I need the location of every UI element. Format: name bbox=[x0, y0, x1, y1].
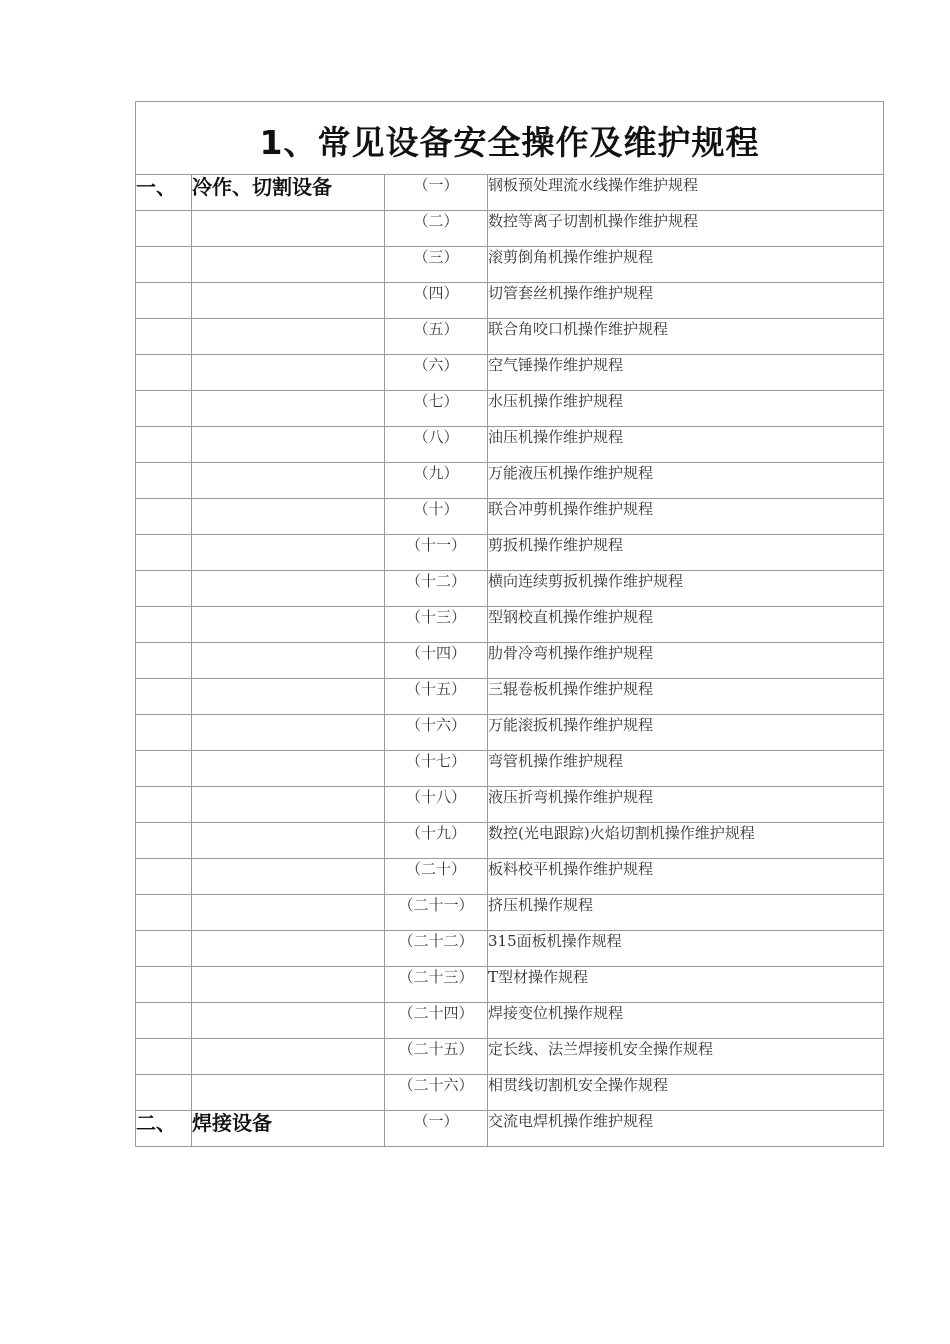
item-title: 空气锤操作维护规程 bbox=[488, 355, 884, 391]
title-row bbox=[136, 102, 884, 175]
item-title: 油压机操作维护规程 bbox=[488, 427, 884, 463]
empty-cell bbox=[192, 283, 385, 319]
table-row bbox=[136, 175, 884, 211]
empty-cell bbox=[136, 499, 192, 535]
item-number: （五） bbox=[385, 319, 488, 355]
empty-cell bbox=[136, 1075, 192, 1111]
item-number: （十） bbox=[385, 499, 488, 535]
item-number: （十七） bbox=[385, 751, 488, 787]
item-number: （二十六） bbox=[385, 1075, 488, 1111]
item-title: 定长线、法兰焊接机安全操作规程 bbox=[488, 1039, 884, 1075]
section-number: 二、 bbox=[136, 1111, 192, 1147]
empty-cell bbox=[192, 247, 385, 283]
item-number: （十五） bbox=[385, 679, 488, 715]
empty-cell bbox=[192, 751, 385, 787]
table-row bbox=[136, 499, 884, 535]
empty-cell bbox=[192, 967, 385, 1003]
empty-cell bbox=[136, 1003, 192, 1039]
empty-cell bbox=[136, 319, 192, 355]
procedures-table bbox=[135, 101, 884, 1147]
empty-cell bbox=[192, 607, 385, 643]
item-number: （三） bbox=[385, 247, 488, 283]
table-body bbox=[136, 102, 884, 1147]
table-row bbox=[136, 751, 884, 787]
empty-cell bbox=[192, 715, 385, 751]
empty-cell bbox=[192, 571, 385, 607]
empty-cell bbox=[136, 571, 192, 607]
item-number: （七） bbox=[385, 391, 488, 427]
item-number: （二十一） bbox=[385, 895, 488, 931]
empty-cell bbox=[192, 859, 385, 895]
item-number: （一） bbox=[385, 175, 488, 211]
empty-cell bbox=[136, 535, 192, 571]
item-title: 三辊卷板机操作维护规程 bbox=[488, 679, 884, 715]
item-title: 横向连续剪扳机操作维护规程 bbox=[488, 571, 884, 607]
empty-cell bbox=[192, 211, 385, 247]
empty-cell bbox=[136, 607, 192, 643]
item-title: 万能滚扳机操作维护规程 bbox=[488, 715, 884, 751]
item-title: 型钢校直机操作维护规程 bbox=[488, 607, 884, 643]
table-row bbox=[136, 571, 884, 607]
table-row bbox=[136, 823, 884, 859]
item-title: 相贯线切割机安全操作规程 bbox=[488, 1075, 884, 1111]
empty-cell bbox=[136, 463, 192, 499]
empty-cell bbox=[192, 355, 385, 391]
item-title: 板料校平机操作维护规程 bbox=[488, 859, 884, 895]
empty-cell bbox=[192, 823, 385, 859]
item-title: 数控等离子切割机操作维护规程 bbox=[488, 211, 884, 247]
table-row bbox=[136, 787, 884, 823]
empty-cell bbox=[136, 751, 192, 787]
item-title: T型材操作规程 bbox=[488, 967, 884, 1003]
item-number: （二十五） bbox=[385, 1039, 488, 1075]
empty-cell bbox=[192, 499, 385, 535]
item-title: 弯管机操作维护规程 bbox=[488, 751, 884, 787]
item-title: 钢板预处理流水线操作维护规程 bbox=[488, 175, 884, 211]
empty-cell bbox=[136, 355, 192, 391]
item-number: （四） bbox=[385, 283, 488, 319]
empty-cell bbox=[136, 211, 192, 247]
empty-cell bbox=[136, 643, 192, 679]
item-title: 联合角咬口机操作维护规程 bbox=[488, 319, 884, 355]
table-row bbox=[136, 355, 884, 391]
table-row bbox=[136, 1111, 884, 1147]
document-title: 1、常见设备安全操作及维护规程 bbox=[136, 102, 884, 175]
empty-cell bbox=[192, 1075, 385, 1111]
item-title: 万能液压机操作维护规程 bbox=[488, 463, 884, 499]
table-row bbox=[136, 895, 884, 931]
table-row bbox=[136, 283, 884, 319]
empty-cell bbox=[192, 463, 385, 499]
item-number: （十二） bbox=[385, 571, 488, 607]
empty-cell bbox=[192, 427, 385, 463]
item-number: （十三） bbox=[385, 607, 488, 643]
item-number: （二） bbox=[385, 211, 488, 247]
table-row bbox=[136, 391, 884, 427]
item-number: （十一） bbox=[385, 535, 488, 571]
empty-cell bbox=[192, 535, 385, 571]
item-title: 液压折弯机操作维护规程 bbox=[488, 787, 884, 823]
empty-cell bbox=[192, 679, 385, 715]
table-row bbox=[136, 679, 884, 715]
item-number: （二十二） bbox=[385, 931, 488, 967]
empty-cell bbox=[136, 895, 192, 931]
table-row bbox=[136, 535, 884, 571]
empty-cell bbox=[192, 319, 385, 355]
item-title: 交流电焊机操作维护规程 bbox=[488, 1111, 884, 1147]
item-title: 挤压机操作规程 bbox=[488, 895, 884, 931]
item-number: （一） bbox=[385, 1111, 488, 1147]
item-title: 数控(光电跟踪)火焰切割机操作维护规程 bbox=[488, 823, 884, 859]
empty-cell bbox=[192, 391, 385, 427]
table-row bbox=[136, 643, 884, 679]
empty-cell bbox=[136, 859, 192, 895]
empty-cell bbox=[192, 1039, 385, 1075]
table-row bbox=[136, 427, 884, 463]
section-name: 冷作、切割设备 bbox=[192, 175, 385, 211]
table-row bbox=[136, 715, 884, 751]
table-row bbox=[136, 1039, 884, 1075]
table-row bbox=[136, 247, 884, 283]
empty-cell bbox=[192, 1003, 385, 1039]
empty-cell bbox=[136, 787, 192, 823]
table-row bbox=[136, 859, 884, 895]
table-row bbox=[136, 463, 884, 499]
item-title: 焊接变位机操作规程 bbox=[488, 1003, 884, 1039]
empty-cell bbox=[136, 931, 192, 967]
item-number: （六） bbox=[385, 355, 488, 391]
table-row bbox=[136, 931, 884, 967]
empty-cell bbox=[192, 895, 385, 931]
table-row bbox=[136, 1003, 884, 1039]
item-title: 切管套丝机操作维护规程 bbox=[488, 283, 884, 319]
item-title: 剪扳机操作维护规程 bbox=[488, 535, 884, 571]
empty-cell bbox=[136, 679, 192, 715]
item-number: （十八） bbox=[385, 787, 488, 823]
empty-cell bbox=[136, 283, 192, 319]
table-row bbox=[136, 211, 884, 247]
empty-cell bbox=[136, 247, 192, 283]
empty-cell bbox=[136, 427, 192, 463]
item-number: （二十四） bbox=[385, 1003, 488, 1039]
item-number: （十四） bbox=[385, 643, 488, 679]
item-number: （十六） bbox=[385, 715, 488, 751]
table-row bbox=[136, 967, 884, 1003]
section-name: 焊接设备 bbox=[192, 1111, 385, 1147]
empty-cell bbox=[136, 967, 192, 1003]
table-row bbox=[136, 319, 884, 355]
empty-cell bbox=[136, 715, 192, 751]
item-title: 315面板机操作规程 bbox=[488, 931, 884, 967]
empty-cell bbox=[136, 1039, 192, 1075]
section-number: 一、 bbox=[136, 175, 192, 211]
item-title: 肋骨冷弯机操作维护规程 bbox=[488, 643, 884, 679]
item-title: 联合冲剪机操作维护规程 bbox=[488, 499, 884, 535]
table-row bbox=[136, 1075, 884, 1111]
table-row bbox=[136, 607, 884, 643]
empty-cell bbox=[192, 931, 385, 967]
item-title: 水压机操作维护规程 bbox=[488, 391, 884, 427]
item-number: （十九） bbox=[385, 823, 488, 859]
empty-cell bbox=[192, 787, 385, 823]
item-number: （九） bbox=[385, 463, 488, 499]
item-number: （二十） bbox=[385, 859, 488, 895]
item-title: 滚剪倒角机操作维护规程 bbox=[488, 247, 884, 283]
item-number: （二十三） bbox=[385, 967, 488, 1003]
empty-cell bbox=[192, 643, 385, 679]
item-number: （八） bbox=[385, 427, 488, 463]
empty-cell bbox=[136, 823, 192, 859]
empty-cell bbox=[136, 391, 192, 427]
